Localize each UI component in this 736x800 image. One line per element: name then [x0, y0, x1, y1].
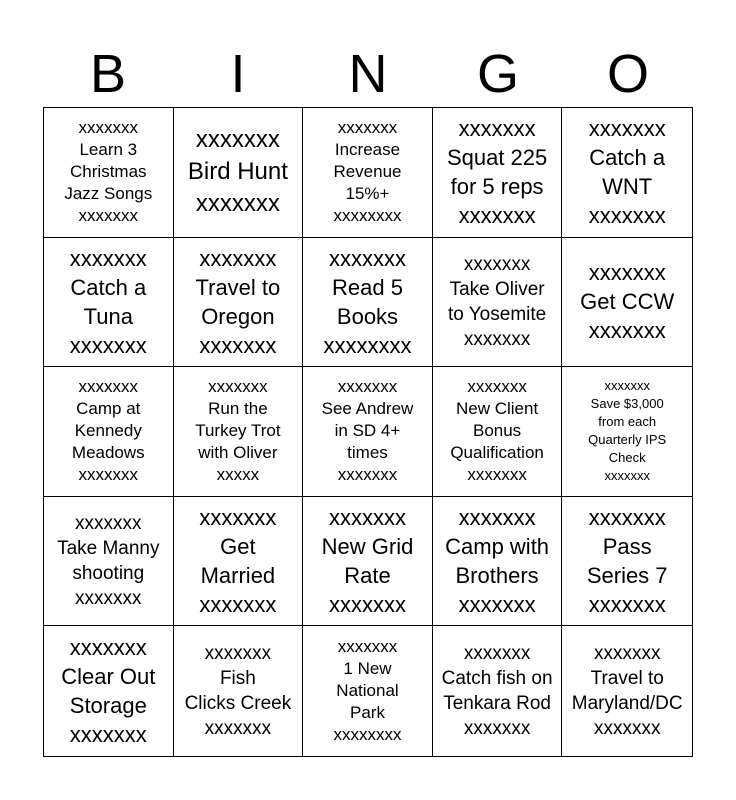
- cell-text: xxxxxxx Travel to Oregon xxxxxxx: [195, 245, 281, 358]
- bingo-cell[interactable]: [44, 497, 174, 627]
- bingo-cell[interactable]: [562, 626, 692, 756]
- cell-text: xxxxxxx 1 New National Park xxxxxxxx: [333, 637, 402, 745]
- cell-text: xxxxxxx Get CCW xxxxxxx: [580, 260, 675, 344]
- header-letter-b: B: [89, 44, 127, 104]
- header-letter-o: O: [606, 44, 649, 104]
- header-letter-i: I: [230, 44, 246, 104]
- cell-text: xxxxxxx See Andrew in SD 4+ times xxxxxxx: [321, 377, 414, 485]
- bingo-board: [43, 107, 693, 757]
- bingo-header: [43, 40, 693, 108]
- cell-text: xxxxxxx New Grid Rate xxxxxxx: [321, 505, 414, 618]
- cell-text: xxxxxxx Fish Clicks Creek xxxxxxx: [184, 643, 292, 740]
- cell-text: xxxxxxx Get Married xxxxxxx: [199, 505, 277, 618]
- header-letter-g: G: [476, 44, 519, 104]
- bingo-cell[interactable]: [433, 238, 563, 368]
- bingo-cell[interactable]: [303, 497, 433, 627]
- cell-text: xxxxxxx Read 5 Books xxxxxxxx: [323, 245, 412, 358]
- bingo-cell[interactable]: [174, 367, 304, 497]
- bingo-cell[interactable]: [44, 626, 174, 756]
- bingo-cell[interactable]: [303, 108, 433, 238]
- bingo-cell[interactable]: [303, 626, 433, 756]
- header-letter-n: N: [348, 44, 388, 104]
- cell-text: xxxxxxx Bird Hunt xxxxxxx: [187, 126, 288, 218]
- bingo-cell[interactable]: [44, 367, 174, 497]
- bingo-cell[interactable]: [174, 108, 304, 238]
- cell-text: xxxxxxx Learn 3 Christmas Jazz Songs xxxxxxx: [64, 118, 153, 226]
- bingo-cell[interactable]: [433, 367, 563, 497]
- cell-text: xxxxxxx Clear Out Storage xxxxxxx: [61, 635, 156, 748]
- cell-text: xxxxxxx Catch a WNT xxxxxxx: [588, 116, 666, 229]
- bingo-cell[interactable]: [303, 367, 433, 497]
- bingo-cell[interactable]: [174, 626, 304, 756]
- cell-text: xxxxxxx New Client Bonus Qualification xxxxxxx: [450, 377, 544, 485]
- bingo-cell[interactable]: [562, 108, 692, 238]
- cell-text: xxxxxxx Take Manny shooting xxxxxxx: [57, 513, 160, 610]
- cell-text: xxxxxxx Squat 225 for 5 reps xxxxxxx: [446, 116, 548, 229]
- bingo-cell[interactable]: [174, 497, 304, 627]
- bingo-cell[interactable]: [562, 367, 692, 497]
- cell-text: xxxxxxx Pass Series 7 xxxxxxx: [586, 505, 668, 618]
- cell-text: xxxxxxx Save $3,000 from each Quarterly IPS Check xxxxxxx: [588, 378, 667, 484]
- bingo-cell[interactable]: [562, 238, 692, 368]
- cell-text: xxxxxxx Catch a Tuna xxxxxxx: [69, 245, 147, 358]
- bingo-cell[interactable]: [433, 497, 563, 627]
- cell-text: xxxxxxx Catch fish on Tenkara Rod xxxxxxx: [441, 643, 553, 740]
- cell-text: xxxxxxx Run the Turkey Trot with Oliver xxxxx: [195, 377, 281, 485]
- cell-text: xxxxxxx Increase Revenue 15%+ xxxxxxxx: [333, 118, 402, 226]
- bingo-cell[interactable]: [433, 626, 563, 756]
- cell-text: xxxxxxx Travel to Maryland/DC xxxxxxx: [571, 643, 683, 740]
- cell-text: xxxxxxx Take Oliver to Yosemite xxxxxxx: [447, 253, 547, 350]
- bingo-cell[interactable]: [174, 238, 304, 368]
- bingo-cell[interactable]: [44, 238, 174, 368]
- bingo-cell[interactable]: [303, 238, 433, 368]
- bingo-cell[interactable]: [562, 497, 692, 627]
- cell-text: xxxxxxx Camp at Kennedy Meadows xxxxxxx: [71, 377, 145, 485]
- bingo-cell[interactable]: [44, 108, 174, 238]
- bingo-cell[interactable]: [433, 108, 563, 238]
- cell-text: xxxxxxx Camp with Brothers xxxxxxx: [445, 505, 550, 618]
